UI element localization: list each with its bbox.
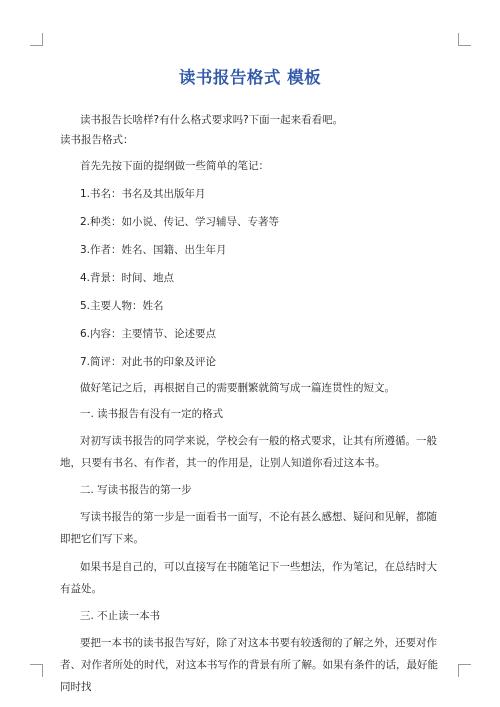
document-body (60, 110, 445, 698)
section-heading-1: 一. 读书报告有没有一定的格式 (80, 408, 224, 420)
crop-mark-bottom-right (458, 664, 471, 677)
section-1-paragraph: 对初写读书报告的同学来说，学校会有一般的格式要求，让其有所遵循。一般地，只要有书名、有作者，其一的作用是，让别人知道你看过这本书。 (60, 435, 437, 469)
list-item-book-name: 1.书名：书名及其出版年月 (80, 188, 206, 200)
section-heading-3: 三. 不止读一本书 (80, 610, 161, 622)
list-item-author: 3.作者：姓名、国籍、出生年月 (80, 244, 227, 256)
list-item-background: 4.背景：时间、地点 (80, 272, 175, 284)
list-item-characters: 5.主要人物：姓名 (80, 300, 164, 312)
section-3-paragraph: 要把一本书的读书报告写好，除了对这本书要有较透彻的了解之外，还要对作者、对作者所处的时代，对这本书写作的背景有所了解。如果有条件的话，最好能同时找 (60, 637, 438, 693)
intro-paragraph: 读书报告长啥样?有什么格式要求吗?下面一起来看看吧。 (80, 114, 344, 126)
format-heading: 读书报告格式： (60, 134, 134, 146)
section-2-paragraph-2: 如果书是自己的，可以直接写在书随笔记下一些想法，作为笔记，在总结时大有益处。 (60, 561, 437, 595)
list-item-review: 7.简评：对此书的印象及评论 (80, 356, 217, 368)
document-title: 读书报告格式 模板 (178, 68, 322, 87)
crop-mark-bottom-left (30, 664, 43, 677)
crop-mark-top-left (30, 33, 43, 46)
crop-mark-top-right (458, 33, 471, 46)
list-item-category: 2.种类：如小说、传记、学习辅导、专著等 (80, 216, 280, 228)
section-2-paragraph-1: 写读书报告的第一步是一面看书一面写，不论有甚么感想、疑问和见解，都随即把它们写下来。 (60, 511, 437, 545)
notes-conclusion: 做好笔记之后，再根据自己的需要删繁就简写成一篇连贯性的短文。 (80, 382, 395, 394)
notes-intro: 首先先按下面的提纲做一些简单的笔记： (80, 160, 269, 172)
list-item-content: 6.内容：主要情节、论述要点 (80, 328, 217, 340)
section-heading-2: 二. 写读书报告的第一步 (80, 484, 192, 496)
